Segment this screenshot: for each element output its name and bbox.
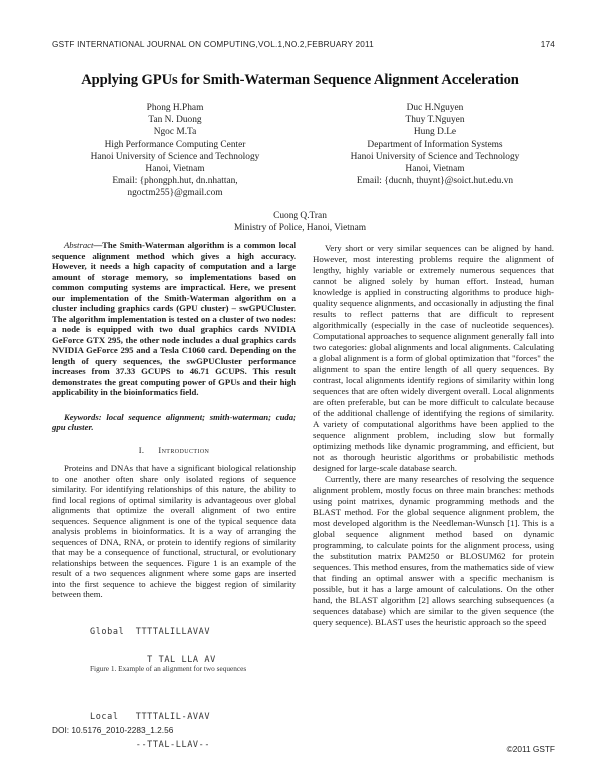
- intro-paragraph: Proteins and DNAs that have a significant biological relationship to one another often share only isolated regions of sequence similarity. For identifying relationships of this nature, the ability to find local regions of optimal similarity is advantageous over global alignments that optimize the overall alignment of two entire sequences. Sequence alignment is one of the typical sequence data analysis problems in bioinformatics. It is a way of arranging the sequences of DNA, RNA, or protein to identify regions of similarity that may be a consequence of functional, structural, or evolutionary relationships between the sequences. Figure 1 is an example of the result of a two sequences alignment where some gaps are inserted into the first sequence to achieve the biggest region of similarity between them.: [52, 463, 296, 599]
- doi: DOI: 10.5176_2010-2283_1.2.56: [52, 725, 174, 735]
- journal-header: GSTF INTERNATIONAL JOURNAL ON COMPUTING,VOL.1,NO.2,FEBRUARY 2011: [52, 40, 374, 49]
- page-number: 174: [540, 40, 555, 49]
- global-seq-1: TTTTALILLAVAV: [135, 626, 211, 637]
- global-label: Global: [90, 626, 125, 637]
- global-alignment-row: [90, 628, 296, 638]
- alignment-figure: [90, 609, 296, 770]
- author-block-left: [55, 102, 295, 200]
- author-name: Ngoc M.Ta: [153, 127, 197, 138]
- right-column: [313, 243, 554, 628]
- author-email: ngoctm255}@gmail.com: [127, 188, 223, 199]
- author-name: Cuong Q.Tran: [273, 211, 327, 221]
- author-email: Email: {phongph.hut, dn.nhattan,: [112, 176, 238, 187]
- local-alignment-row-2: [90, 741, 296, 751]
- author-name: Tan N. Duong: [148, 115, 202, 126]
- abstract: [52, 240, 296, 398]
- abstract-label: Abstract: [64, 240, 94, 250]
- author-block-right: [320, 102, 550, 187]
- section-heading: [52, 446, 296, 457]
- body-paragraph: Currently, there are many researches of resolving the sequence alignment problem, mostly focus on three main branches: methods using point matrixes, dynamic programming methods and the BLAST method. For the global sequence alignment problem, the most developed algorithm is the Needleman-Wunsch [1]. This is a global sequence alignment method based on dynamic programming, to calculate points for the alignment process, using the substitution matrix PAM250 or BLOSUM62 for protein sequences. This method ensures, from the mathematics side of view that finding an optimal answer with a specific mechanism is possible, but it has a large amount of calculations. On the other hand, the BLAST algorithm [2] allows searching subsequences (a sequences database) which are similar to the given sequence (the query sequence). BLAST uses the heuristic approach so the speed: [313, 474, 554, 627]
- copyright: ©2011 GSTF: [506, 744, 555, 754]
- author-name: Duc H.Nguyen: [406, 103, 464, 113]
- author-name: Thuy T.Nguyen: [405, 115, 465, 126]
- section-title: Introduction: [158, 445, 210, 455]
- left-column: [52, 240, 296, 770]
- author-affiliation: Ministry of Police, Hanoi, Vietnam: [233, 223, 367, 234]
- paper-title: Applying GPUs for Smith-Waterman Sequence Alignment Acceleration: [81, 72, 519, 88]
- author-affiliation: High Performance Computing Center: [104, 139, 246, 150]
- local-label: Local: [90, 711, 119, 722]
- local-seq-1: TTTTALIL-AVAV: [135, 711, 211, 722]
- author-name: Phong H.Pham: [146, 103, 204, 113]
- author-affiliation: Department of Information Systems: [367, 139, 503, 150]
- section-number: I.: [138, 445, 145, 455]
- author-block-center: [150, 210, 450, 234]
- author-email: Email: {ducnh, thuynt}@soict.hut.edu.vn: [356, 176, 514, 187]
- figure-caption: Figure 1. Example of an alignment for two sequences: [90, 664, 247, 673]
- local-alignment-row: [90, 713, 296, 723]
- keywords: Keywords: local sequence alignment; smith-waterman; cuda; gpu cluster.: [52, 411, 296, 432]
- local-seq-2: --TTAL-LLAV--: [135, 740, 211, 750]
- author-affiliation: Hanoi University of Science and Technology: [90, 151, 260, 162]
- author-affiliation: Hanoi University of Science and Technology: [350, 151, 520, 162]
- author-affiliation: Hanoi, Vietnam: [145, 164, 205, 175]
- author-affiliation: Hanoi, Vietnam: [405, 164, 465, 175]
- abstract-text: —The Smith-Waterman algorithm is a common local sequence alignment method which gives a high accuracy. However, it needs a high capacity of computation and a large amount of storage memory, so implementations based on common computing systems are impractical. Here, we present our implementation of the Smith-Waterman algorithm on a cluster including graphics cards (GPU cluster) – swGPUCluster. The algorithm implementation is tested on a cluster of two nodes: a node is equipped with two dual graphics cards NVIDIA GeForce GTX 295, the other node includes a dual graphics cards NVIDIA GeForce 295 and a Tesla C1060 card. Depending on the length of query sequences, the swGPUCluster performance increases from 37.33 GCUPS to 46.71 GCUPS. This result demonstrates the great computing power of GPUs and their high applicability in the bioinformatics field.: [52, 240, 296, 397]
- body-paragraph: Very short or very similar sequences can be aligned by hand. However, most interesting problems require the alignment of lengthy, highly variable or extremely numerous sequences that cannot be aligned solely by human effort. Instead, human knowledge is applied in constructing algorithms to produce high-quality sequence alignments, and occasionally in adjusting the final results to reflect patterns that are difficult to represent algorithmically (especially in the case of nucleotide sequences). Computational approaches to sequence alignment generally fall into two categories: global alignments and local alignments. Calculating a global alignment is a form of global optimization that "forces" the alignment to span the entire length of all query sequences. By contrast, local alignments identify regions of similarity within long sequences that are often widely divergent overall. Local alignments are often preferable, but can be more difficult to calculate because of the additional challenge of identifying the regions of similarity. A variety of computational algorithms have been applied to the sequence alignment problem, including slow but formally optimizing methods like dynamic programming, and efficient, but not as thorough heuristic algorithms or probabilistic methods designed for large-scale database search.: [313, 243, 554, 473]
- author-name: Hung D.Le: [413, 127, 457, 138]
- global-seq-2: T TAL LLA AV: [135, 655, 216, 665]
